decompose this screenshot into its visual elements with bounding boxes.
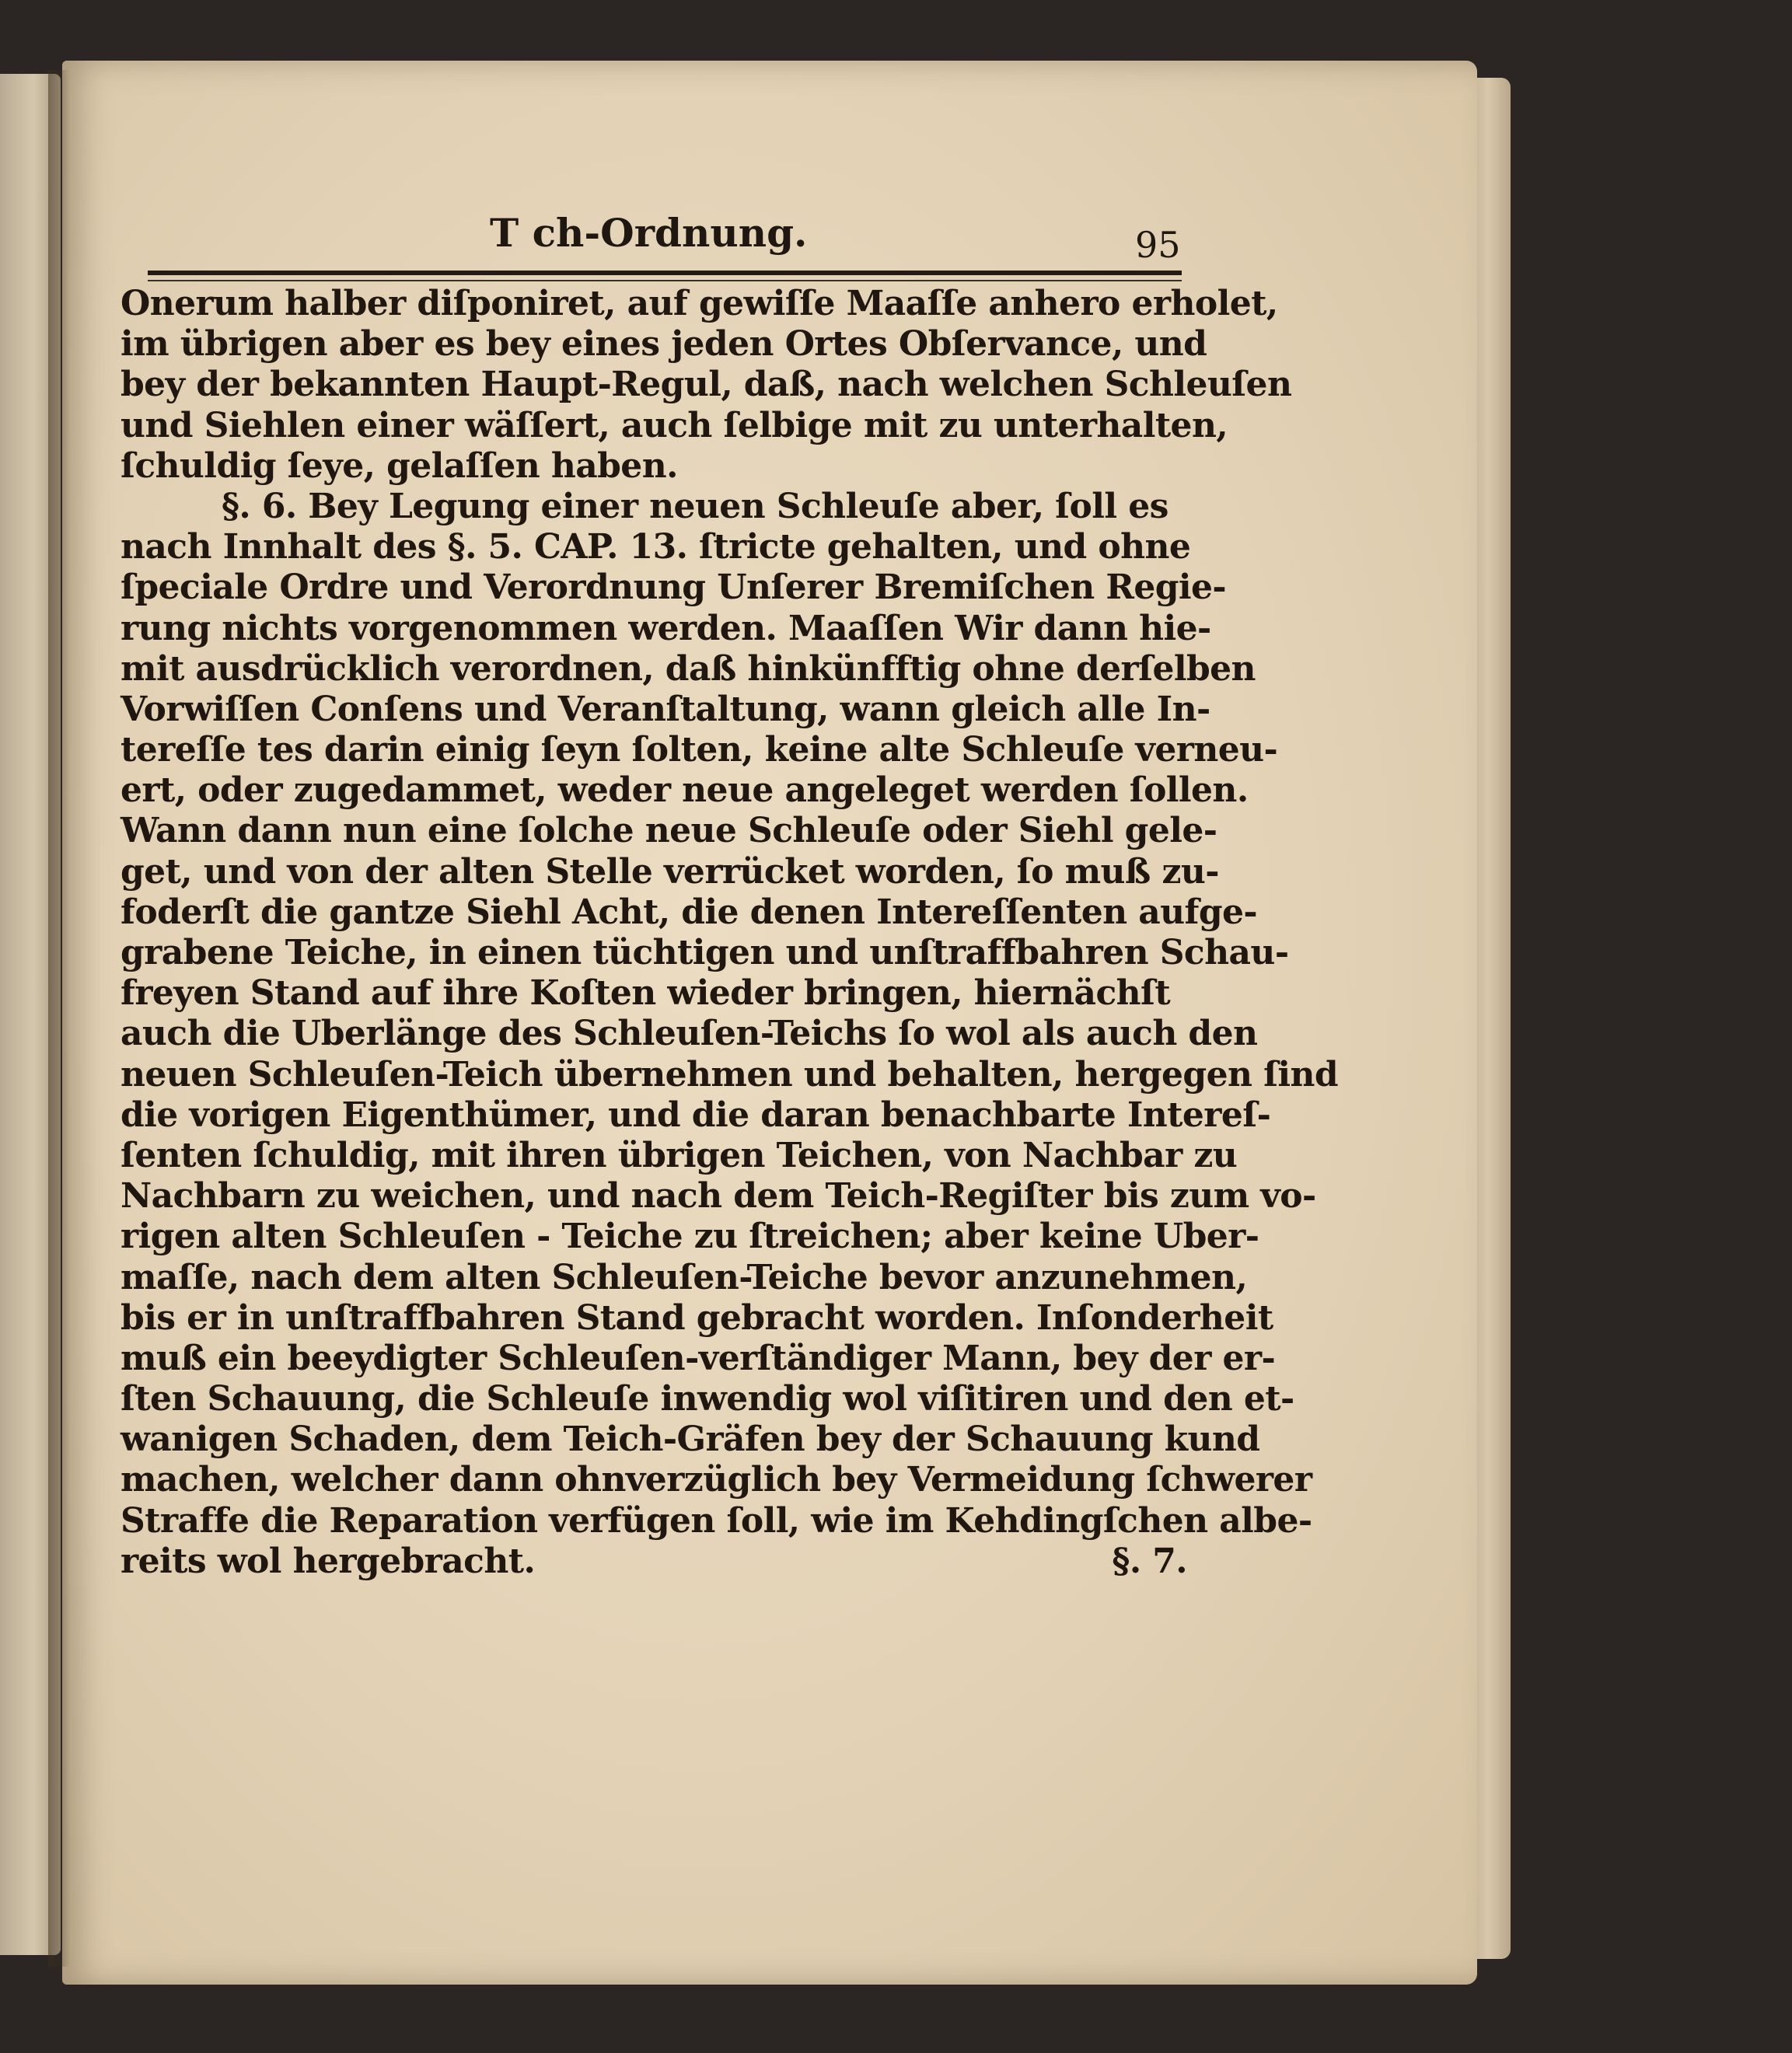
text-line: machen, welcher dann ohnverzüglich bey Vermeidung ſchwerer — [121, 1460, 1312, 1500]
text-line: foderſt die gantze Siehl Acht, die denen Intereſſenten aufge- — [121, 892, 1258, 932]
body-text — [121, 284, 1339, 1582]
text-line: ſchuldig ſeye, gelaſſen haben. — [121, 445, 678, 486]
text-line: rigen alten Schleuſen - Teiche zu ſtreichen; aber keine Uber- — [121, 1217, 1259, 1257]
text-line: reits wol hergebracht. — [121, 1541, 536, 1581]
text-line: grabene Teiche, in einen tüchtigen und unſtraffbahren Schau- — [121, 933, 1289, 972]
text-line: ert, oder zugedammet, weder neue angeleget werden ſollen. — [121, 770, 1249, 811]
text-line: ſpeciale Ordre und Verordnung Unſerer Bremiſchen Regie- — [121, 567, 1227, 608]
text-line: bis er in unſtraffbahren Stand gebracht worden. Inſonderheit — [121, 1297, 1273, 1338]
text-line: mit ausdrücklich verordnen, daß hinkünfftig ohne derſelben — [121, 648, 1256, 689]
text-line: ſten Schauung, die Schleuſe inwendig wol viſitiren und den et- — [121, 1379, 1294, 1419]
text-line: neuen Schleuſen-Teich übernehmen und behalten, hergegen ſind — [121, 1054, 1339, 1095]
text-line: Nachbarn zu weichen, und nach dem Teich-Regiſter bis zum vo- — [121, 1176, 1316, 1217]
text-line: im übrigen aber es bey eines jeden Ortes Obſervance, und — [121, 324, 1207, 365]
page-number: 95 — [1135, 224, 1181, 266]
text-line: get, und von der alten Stelle verrücket worden, ſo muß zu- — [121, 851, 1219, 892]
text-line: Vorwiſſen Conſens und Veranſtaltung, wann gleich alle In- — [121, 689, 1210, 729]
text-line: die vorigen Eigenthümer, und die daran benachbarte Intereſ- — [121, 1095, 1271, 1135]
text-line: Onerum halber diſponiret, auf gewiſſe Maaſſe anhero erholet, — [121, 284, 1278, 323]
text-line: auch die Uberlänge des Schleuſen-Teichs ſo wol als auch den — [121, 1014, 1258, 1054]
header-rule — [148, 271, 1182, 275]
catchword: §. 7. — [1112, 1541, 1187, 1581]
text-line: nach Innhalt des §. 5. CAP. 13. ſtricte gehalten, und ohne — [121, 527, 1191, 567]
text-line: freyen Stand auf ihre Koſten wieder bringen, hiernächſt — [121, 973, 1171, 1014]
text-line: Straffe die Reparation verfügen ſoll, wie im Kehdingſchen albe- — [121, 1500, 1312, 1541]
text-line: muß ein beeydigter Schleuſen-verſtändiger Mann, bey der er- — [121, 1338, 1276, 1378]
gutter-shadow — [48, 70, 70, 1967]
text-line: bey der bekannten Haupt-Regul, daß, nach welchen Schleuſen — [121, 365, 1292, 405]
text-line: rung nichts vorgenommen werden. Maaſſen Wir dann hie- — [121, 608, 1211, 648]
text-line: tereſſe tes darin einig ſeyn ſolten, keine alte Schleuſe verneu- — [121, 730, 1278, 770]
text-line: und Siehlen einer wäſſert, auch ſelbige mit zu unterhalten, — [121, 405, 1228, 445]
paragraph-start-line: §. 6. Bey Legung einer neuen Schleuſe aber, ſoll es — [222, 486, 1168, 526]
final-line — [121, 1541, 1201, 1582]
text-line: ſenten ſchuldig, mit ihren übrigen Teichen, von Nachbar zu — [121, 1135, 1238, 1175]
page-fore-edge — [1473, 78, 1511, 1959]
text-line: maſſe, nach dem alten Schleuſen-Teiche bevor anzunehmen, — [121, 1257, 1248, 1297]
running-head: T ch-Ordnung. — [490, 210, 808, 256]
text-line: Wann dann nun eine ſolche neue Schleuſe oder Siehl gele- — [121, 811, 1217, 851]
header-rule-thin — [148, 280, 1182, 281]
text-line: wanigen Schaden, dem Teich-Gräfen bey der Schauung kund — [121, 1419, 1260, 1460]
